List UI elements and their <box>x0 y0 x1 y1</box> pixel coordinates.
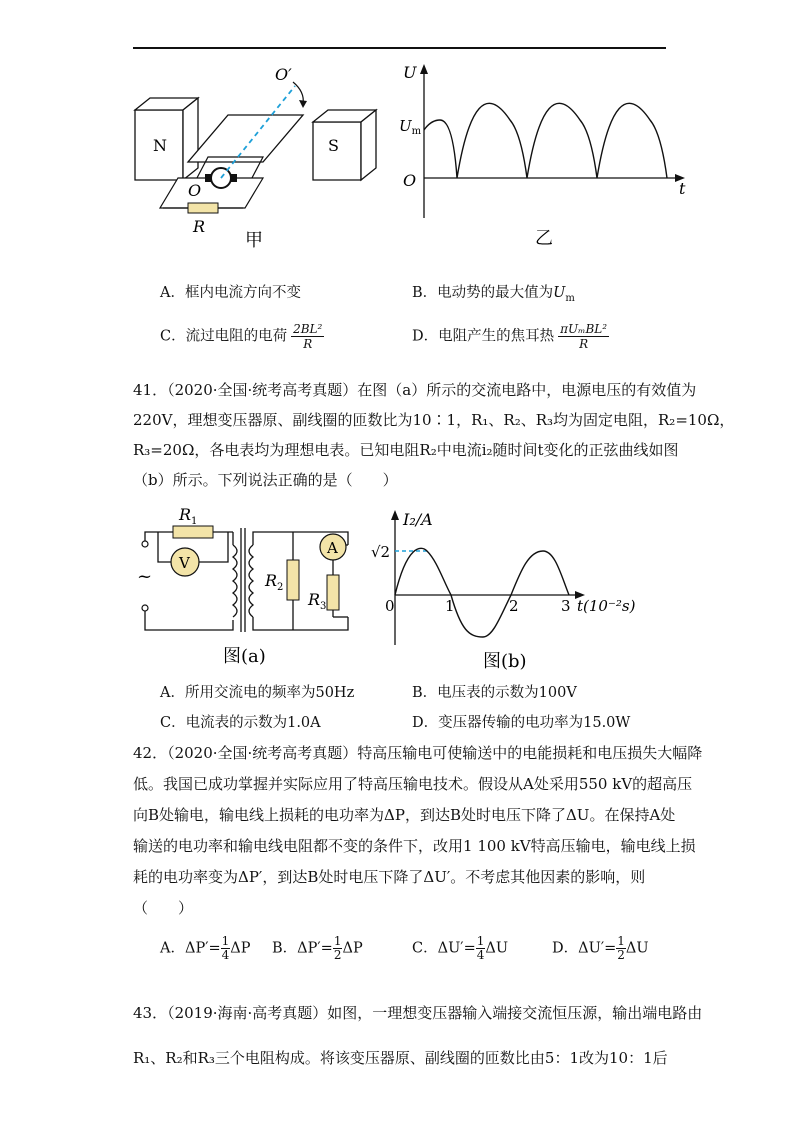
label-r: R <box>193 217 206 236</box>
q40-option-c: C．流过电阻的电荷 $\frac{\text{2BL²}}{R}$ <box>160 322 323 351</box>
axis-u-label: U <box>403 63 417 82</box>
q42-line-5: 耗的电功率变为ΔP′，到达B处时电压下降了ΔU′。不考虑其他因素的影响，则 <box>133 868 646 886</box>
resistor-r3 <box>327 575 339 610</box>
q42-option-d: D．ΔU′= $\frac{1}{2}$ ΔU <box>552 934 649 962</box>
top-rule <box>133 47 666 49</box>
x-axis-label: t(10⁻²s) <box>577 597 636 615</box>
q41-line-2: 220V，理想变压器原、副线圈的匝数比为10∶1，R₁、R₂、R₃均为固定电阻，R₂=10Ω， <box>133 411 735 429</box>
resistor-r <box>188 203 218 213</box>
resistor-r2 <box>287 560 299 600</box>
label-o-prime: O′ <box>275 65 292 84</box>
origin-o: O <box>403 171 417 190</box>
q42-line-2: 低。我国已成功掌握并实际应用了特高压输电技术。假设从A处采用550 kV的超高压 <box>133 775 693 793</box>
q42-option-b: B．ΔP′= $\frac{1}{2}$ ΔP <box>272 934 363 962</box>
tick-3: 3 <box>561 597 571 615</box>
r3-sub: 3 <box>320 601 327 612</box>
r2-sub: 2 <box>277 582 284 593</box>
label-o: O <box>188 181 202 200</box>
r2-label: R <box>265 571 278 590</box>
figure-waveform <box>395 58 695 258</box>
resistor-r1 <box>173 526 213 538</box>
origin-0: 0 <box>385 597 395 615</box>
q42-option-c: C．ΔU′= $\frac{1}{4}$ ΔU <box>412 934 509 962</box>
svg-text:Um <box>399 117 422 137</box>
figure-generator <box>133 60 393 255</box>
q42-line-1: 42．（2020·全国·统考高考真题）特高压输电可使输送中的电能损耗和电压损失大幅降 <box>133 744 703 762</box>
r1-sub: 1 <box>191 516 198 527</box>
q43-line-2: R₁、R₂和R₃三个电阻构成。将该变压器原、副线圈的匝数比由5：1改为10：1后 <box>133 1049 668 1067</box>
q41-line-3: R₃=20Ω，各电表均为理想电表。已知电阻R₂中电流i₂随时间t变化的正弦曲线如图 <box>133 441 679 459</box>
sine-curve <box>395 548 569 637</box>
q41-option-c: C．电流表的示数为1.0A <box>160 715 321 731</box>
q43-line-1: 43．（2019·海南·高考真题）如图，一理想变压器输入端接交流恒压源，输出端电路由 <box>133 1004 703 1022</box>
svg-text:t(10⁻²s) <box>577 597 636 615</box>
source-symbol: ~ <box>137 566 153 587</box>
svg-text:R2 <box>264 571 283 593</box>
q42-option-a: A．ΔP′= $\frac{1}{4}$ ΔP <box>160 934 251 962</box>
q42-line-4: 输送的电功率和输电线电阻都不变的条件下，改用1 100 kV特高压输电，输电线上损 <box>133 837 696 855</box>
label-n: N <box>153 136 167 155</box>
coil-frame <box>188 115 303 162</box>
caption-b: 图(b) <box>483 651 527 672</box>
q41-option-a: A．所用交流电的频率为50Hz <box>160 685 355 701</box>
q40-option-a: A．框内电流方向不变 <box>160 285 301 301</box>
tick-2: 2 <box>509 597 519 615</box>
um-sub: m <box>411 126 422 137</box>
magnet-s <box>313 110 376 180</box>
figure-current-graph <box>365 505 655 675</box>
q42-line-6: （ ） <box>133 899 194 917</box>
q40-option-d: D．电阻产生的焦耳热 $\frac{\text{πUₘBL²}}{R}$ <box>412 322 608 351</box>
rectified-wave <box>424 103 667 178</box>
source-terminal-top <box>142 541 148 547</box>
r1-label: R <box>179 505 192 524</box>
tick-1: 1 <box>445 597 455 615</box>
voltmeter-label: V <box>179 554 190 572</box>
q42-line-3: 向B处输电，输电线上损耗的电功率为ΔP，到达B处时电压下降了ΔU。在保持A处 <box>133 806 676 824</box>
svg-text:R3 <box>307 590 326 612</box>
q41-option-b: B．电压表的示数为100V <box>412 685 577 701</box>
caption-a: 图(a) <box>223 646 266 667</box>
label-s: S <box>328 136 339 155</box>
ammeter-label: A <box>327 539 338 557</box>
svg-text:R1 <box>178 505 197 527</box>
axis-t-label: t <box>679 179 686 198</box>
y-axis-label: I₂/A <box>403 510 433 529</box>
q40-option-b: B．电动势的最大值为$U_m$ <box>412 285 575 304</box>
q41-line-1: 41．（2020·全国·统考高考真题）在图（a）所示的交流电路中，电源电压的有效值为 <box>133 381 697 399</box>
um-label: U <box>399 117 412 135</box>
source-terminal-bottom <box>142 605 148 611</box>
r3-label: R <box>308 590 321 609</box>
q41-line-4: （b）所示。下列说法正确的是（ ） <box>133 471 398 489</box>
caption-jia: 甲 <box>245 230 263 251</box>
caption-yi: 乙 <box>535 228 553 249</box>
svg-text:I₂/A <box>402 510 433 529</box>
figure-circuit-a <box>133 500 363 670</box>
q41-option-d: D．变压器传输的电功率为15.0W <box>412 715 631 731</box>
peak-label: √2 <box>371 543 391 561</box>
